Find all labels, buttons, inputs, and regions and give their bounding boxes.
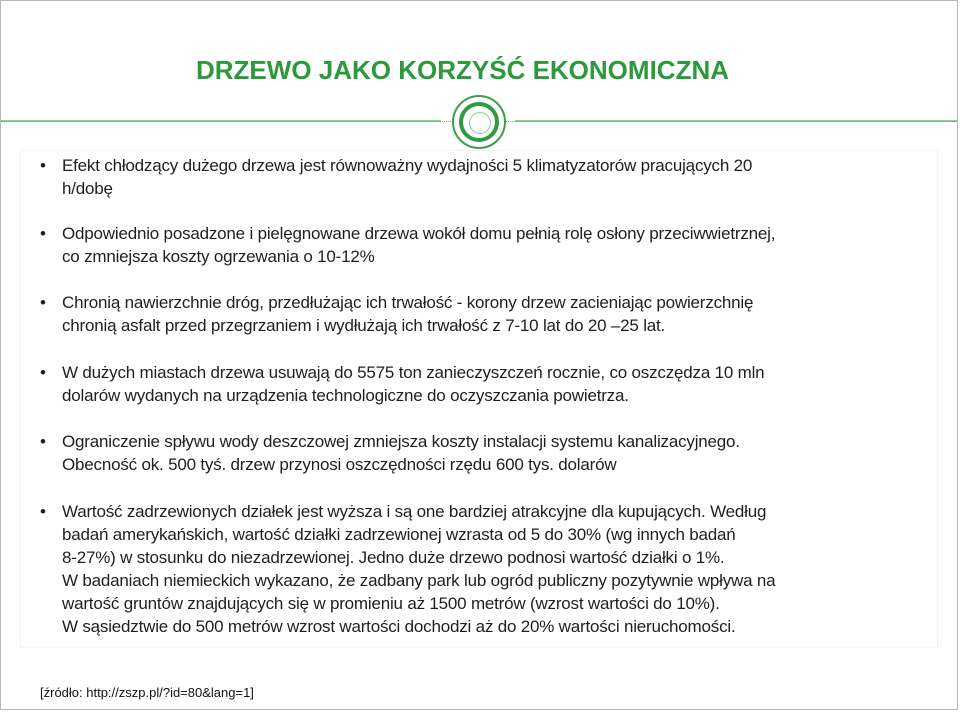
bullet-text-line: Odpowiednio posadzone i pielęgnowane drzewa wokół domu pełnią rolę osłony przeciwwietrznej, [62,224,776,243]
slide-title: DRZEWO JAKO KORZYŚĆ EKONOMICZNA [196,55,729,85]
bullet-dot: • [40,363,46,382]
bullet-dot: • [40,156,46,175]
bullet-text-line: chronią asfalt przed przegrzaniem i wydłużają ich trwałość z 7-10 lat do 20 –25 lat. [62,316,666,335]
bullet-text-line: Obecność ok. 500 tyś. drzew przynosi oszczędności rzędu 600 tys. dolarów [62,455,617,474]
bullet-list [38,154,930,638]
bullet-dot: • [40,293,46,312]
bullet-text-line: badań amerykańskich, wartość działki zadrzewionej wzrasta od 5 do 30% (wg innych badań [62,525,736,544]
bullet-text-line: Wartość zadrzewionych działek jest wyższa i są one bardziej atrakcyjne dla kupujących. Według [62,502,767,521]
bullet-text-line: W badaniach niemieckich wykazano, że zadbany park lub ogród publiczny pozytywnie wpływa na [62,571,776,590]
bullet-item [38,154,930,200]
green-ring-inner [459,102,499,142]
bullet-text-line: h/dobę [62,179,113,198]
bullet-text-line: co zmniejsza koszty ogrzewania o 10-12% [62,247,375,266]
bullet-dot: • [40,432,46,451]
bullet-dot: • [40,224,46,243]
bullet-item [38,430,930,476]
bullet-text-line: W dużych miastach drzewa usuwają do 5575 ton zanieczyszczeń rocznie, co oszczędza 10 mln [62,363,765,382]
green-ring-icon [452,95,506,149]
bullet-text-line: W sąsiedztwie do 500 metrów wzrost wartości dochodzi aż do 20% wartości nieruchomości. [62,617,736,636]
title-divider-left [1,120,441,122]
bullet-text-line: dolarów wydanych na urządzenia technologiczne do oczyszczania powietrza. [62,386,629,405]
bullet-text-line: 8-27%) w stosunku do niezadrzewionej. Jedno duże drzewo podnosi wartość działki o 1%. [62,548,725,567]
bullet-dot: • [40,502,46,521]
bullet-item [38,500,930,638]
bullet-text-line: Chronią nawierzchnie dróg, przedłużając ich trwałość - korony drzew zacieniając powierzchnię [62,293,754,312]
bullet-text-line: Efekt chłodzący dużego drzewa jest równoważny wydajności 5 klimatyzatorów pracujących 20 [62,156,753,175]
green-ring-core [469,112,491,134]
title-divider-right [515,120,957,122]
bullet-item [38,222,930,268]
bullet-text-line: Ograniczenie spływu wody deszczowej zmniejsza koszty instalacji systemu kanalizacyjnego. [62,432,740,451]
bullet-item [38,361,930,407]
source-citation: [źródło: http://zszp.pl/?id=80&lang=1] [40,685,254,700]
bullet-item [38,291,930,337]
bullet-text-line: wartość gruntów znajdujących się w promieniu aż 1500 metrów (wzrost wartości do 10%). [62,594,720,613]
